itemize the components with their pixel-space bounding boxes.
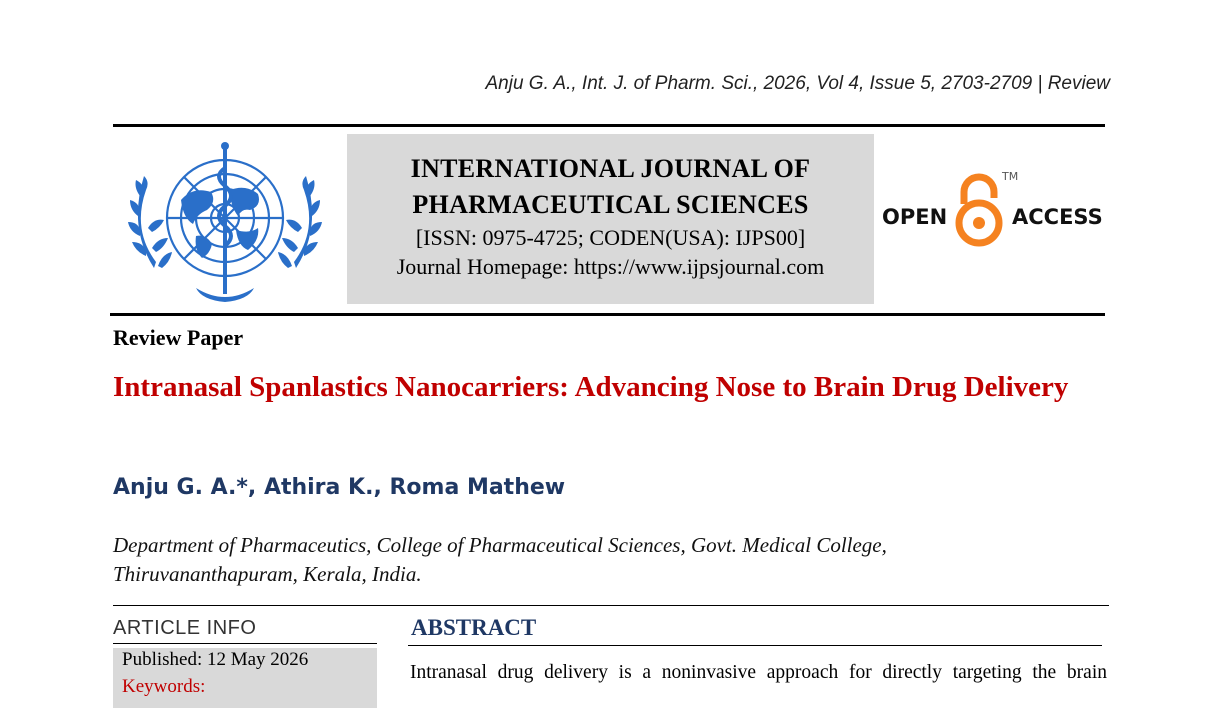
who-emblem-logo (126, 138, 324, 306)
open-access-logo (880, 166, 1110, 252)
journal-title-line1: INTERNATIONAL JOURNAL OF (410, 154, 811, 183)
abstract-text: Intranasal drug delivery is a noninvasive approach for directly targeting the brain (410, 662, 1107, 683)
affiliation: Department of Pharmaceutics, College of Pharmaceutical Sciences, Govt. Medical College, Thiruvananthapuram, Kerala, India. (113, 533, 887, 586)
open-access-right-text: ACCESS (1012, 205, 1103, 229)
open-access-left-text: OPEN (882, 205, 948, 229)
keywords-label: Keywords: (122, 676, 206, 697)
section-divider (113, 605, 1109, 606)
citation-header: Anju G. A., Int. J. of Pharm. Sci., 2026, Vol 4, Issue 5, 2703-2709 | Review (485, 73, 1110, 94)
journal-homepage: Journal Homepage: https://www.ijpsjournal.com (396, 254, 825, 279)
journal-title-line2: PHARMACEUTICAL SCIENCES (412, 190, 809, 219)
article-info-heading: ARTICLE INFO (113, 617, 257, 639)
journal-masthead (347, 134, 874, 304)
journal-issn: [ISSN: 0975-4725; CODEN(USA): IJPS00] (415, 225, 806, 250)
article-type: Review Paper (113, 325, 244, 350)
article-info-rule (113, 643, 377, 644)
top-rule (113, 124, 1105, 127)
paper-title: Intranasal Spanlastics Nanocarriers: Advancing Nose to Brain Drug Delivery (113, 371, 1069, 403)
trademark-text: TM (1002, 170, 1019, 183)
article-info-box (113, 648, 377, 708)
published-date: Published: 12 May 2026 (122, 649, 309, 670)
masthead-bottom-rule (110, 313, 1105, 316)
abstract-heading: ABSTRACT (411, 615, 537, 640)
abstract-rule (408, 645, 1102, 646)
author-list: Anju G. A.*, Athira K., Roma Mathew (113, 475, 566, 500)
